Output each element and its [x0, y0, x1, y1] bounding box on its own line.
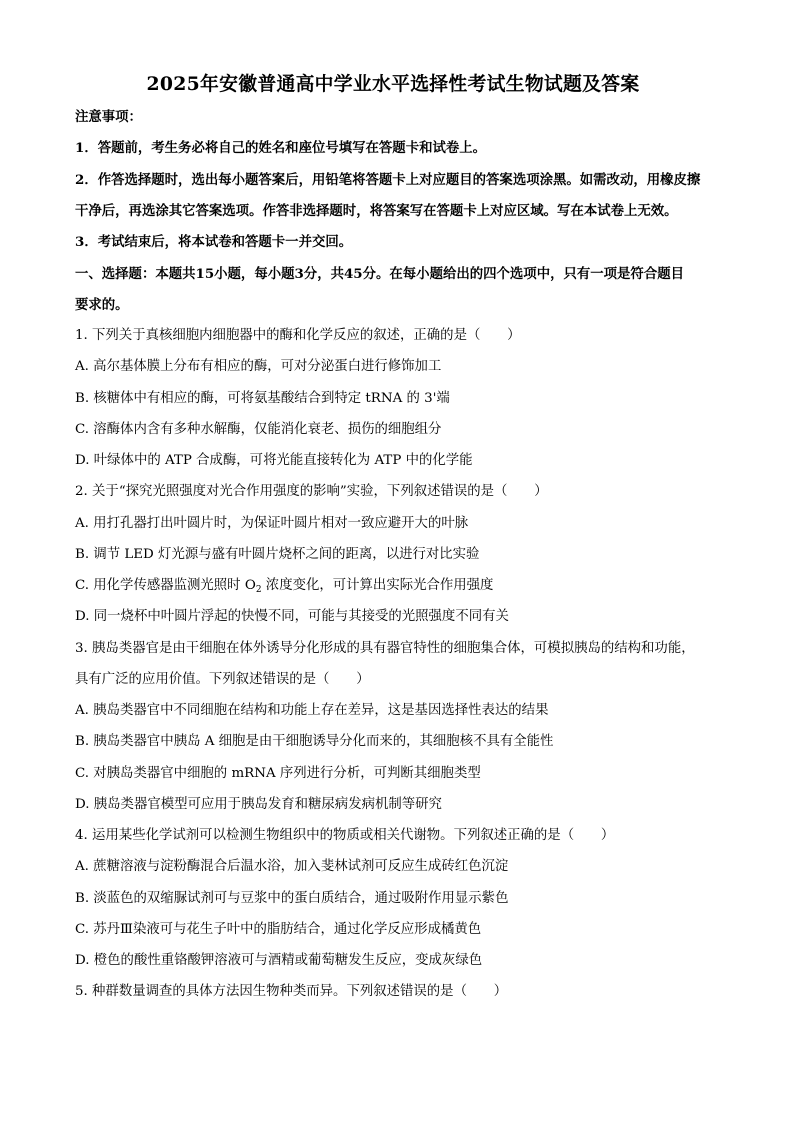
- question-1-option-b: B. 核糖体中有相应的酶，可将氨基酸结合到特定 tRNA 的 3'端: [75, 391, 450, 406]
- question-4-option-d: D. 橙色的酸性重铬酸钾溶液可与酒精或葡萄糖发生反应，变成灰绿色: [75, 953, 483, 968]
- o2-subscript: 2: [255, 585, 262, 595]
- question-2-option-a: A. 用打孔器打出叶圆片时，为保证叶圆片相对一致应避开大的叶脉: [75, 516, 469, 531]
- question-1-option-a: A. 高尔基体膜上分布有相应的酶，可对分泌蛋白进行修饰加工: [75, 359, 442, 374]
- question-2-option-c: [75, 576, 493, 600]
- question-1-stem: 1. 下列关于真核细胞内细胞器中的酶和化学反应的叙述，正确的是（ ）: [75, 328, 521, 343]
- question-3-option-b: B. 胰岛类器官中胰岛 A 细胞是由干细胞诱导分化而来的，其细胞核不具有全能性: [75, 734, 554, 749]
- notice-item-2-cont: 干净后，再选涂其它答案选项。作答非选择题时，将答案写在答题卡上对应区域。写在本试卷上无效。: [75, 203, 678, 219]
- question-2-option-d: D. 同一烧杯中叶圆片浮起的快慢不同，可能与其接受的光照强度不同有关: [75, 609, 509, 624]
- question-5-stem: 5. 种群数量调查的具体方法因生物种类而异。下列叙述错误的是（ ）: [75, 984, 508, 999]
- notice-item-3: 3．考试结束后，将本试卷和答题卡一并交回。: [75, 234, 353, 250]
- notice-heading: 注意事项：: [75, 109, 142, 125]
- section-heading-cont: 要求的。: [75, 297, 129, 313]
- notice-item-2: 2．作答选择题时，选出每小题答案后，用铅笔将答题卡上对应题目的答案选项涂黑。如需改动，用橡皮擦: [75, 172, 701, 188]
- question-3-option-d: D. 胰岛类器官模型可应用于胰岛发育和糖尿病发病机制等研究: [75, 797, 442, 812]
- question-3-stem-cont: 具有广泛的应用价值。下列叙述错误的是（ ）: [75, 672, 370, 687]
- question-3-option-c: C. 对胰岛类器官中细胞的 mRNA 序列进行分析，可判断其细胞类型: [75, 766, 481, 781]
- question-4-option-b: B. 淡蓝色的双缩脲试剂可与豆浆中的蛋白质结合，通过吸附作用显示紫色: [75, 891, 509, 906]
- document-title: 2025年安徽普通高中学业水平选择性考试生物试题及答案: [146, 73, 640, 95]
- question-1-option-c: C. 溶酶体内含有多种水解酶，仅能消化衰老、损伤的细胞组分: [75, 422, 442, 437]
- notice-item-1: 1．答题前，考生务必将自己的姓名和座位号填写在答题卡和试卷上。: [75, 140, 487, 156]
- section-heading: 一、选择题：本题共15小题，每小题3分，共45分。在每小题给出的四个选项中，只有一项是符合题目: [75, 266, 684, 282]
- question-2-option-c-after: 浓度变化，可计算出实际光合作用强度: [261, 578, 494, 593]
- question-3-option-a: A. 胰岛类器官中不同细胞在结构和功能上存在差异，这是基因选择性表达的结果: [75, 703, 549, 718]
- question-1-option-d: D. 叶绿体中的 ATP 合成酶，可将光能直接转化为 ATP 中的化学能: [75, 453, 473, 468]
- question-4-option-a: A. 蔗糖溶液与淀粉酶混合后温水浴，加入斐林试剂可反应生成砖红色沉淀: [75, 859, 509, 874]
- question-2-option-b: B. 调节 LED 灯光源与盛有叶圆片烧杯之间的距离，以进行对比实验: [75, 547, 480, 562]
- question-4-option-c: C. 苏丹Ⅲ染液可与花生子叶中的脂肪结合，通过化学反应形成橘黄色: [75, 922, 482, 937]
- question-4-stem: 4. 运用某些化学试剂可以检测生物组织中的物质或相关代谢物。下列叙述正确的是（ ）: [75, 828, 615, 843]
- question-2-option-c-before: C. 用化学传感器监测光照时 O: [75, 578, 256, 593]
- question-2-stem: 2. 关于“探究光照强度对光合作用强度的影响”实验，下列叙述错误的是（ ）: [75, 484, 548, 499]
- question-3-stem: 3. 胰岛类器官是由干细胞在体外诱导分化形成的具有器官特性的细胞集合体，可模拟胰岛的结构和功能，: [75, 641, 695, 656]
